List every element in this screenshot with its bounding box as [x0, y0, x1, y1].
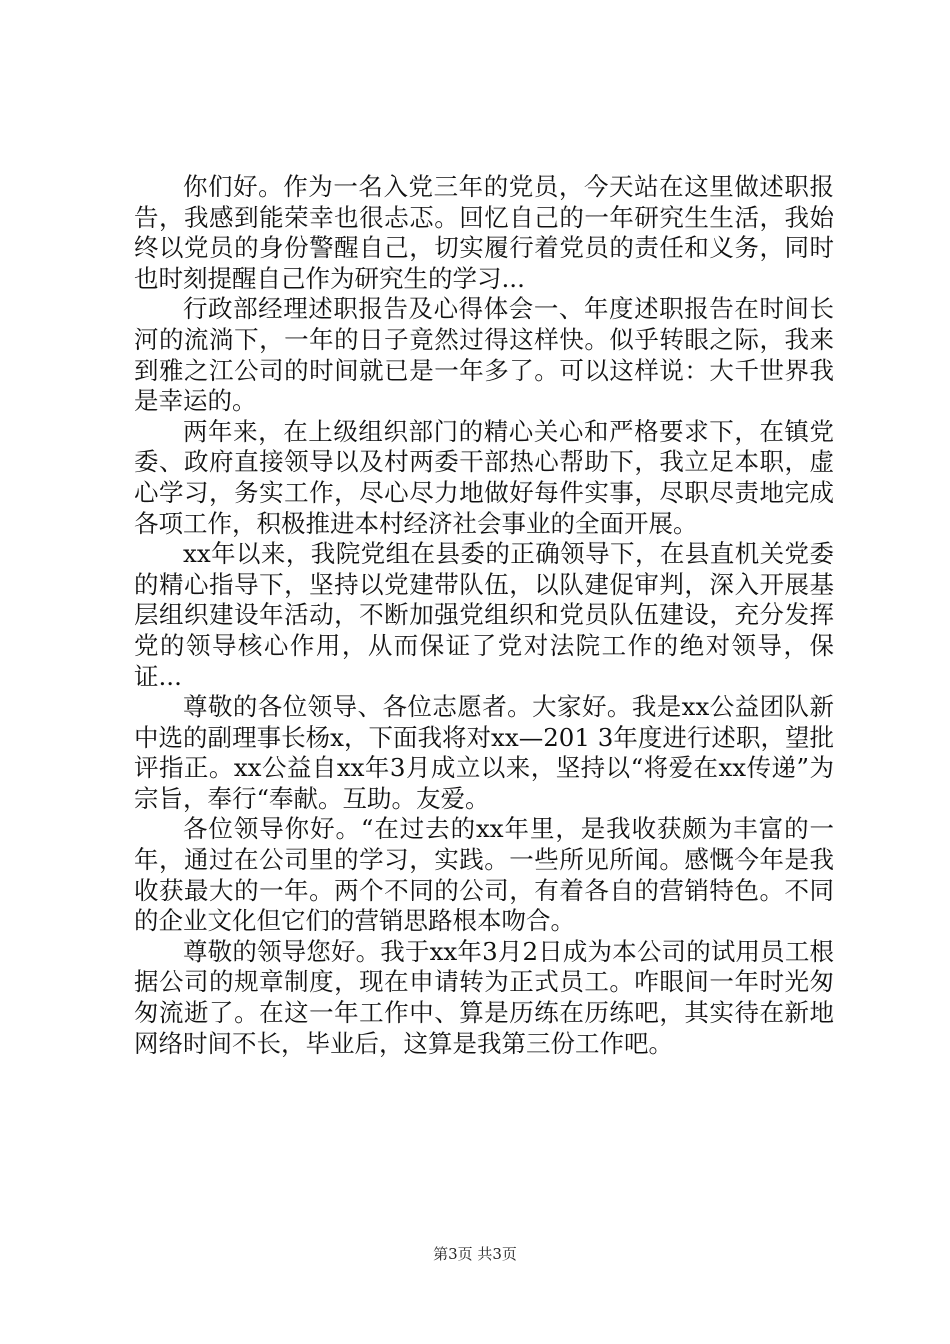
- paragraph-3: 两年来，在上级组织部门的精心关心和严格要求下，在镇党委、政府直接领导以及村两委干部热心帮助下，我立足本职，虚心学习，务实工作，尽心尽力地做好每件实事，尽职尽责地完成各项工作，积极推进本村经济社会事业的全面开展。: [134, 416, 834, 538]
- paragraph-6: 各位领导你好。“在过去的xx年里，是我收获颇为丰富的一年，通过在公司里的学习，实践。一些所见所闻。感慨今年是我收获最大的一年。两个不同的公司，有着各自的营销特色。不同的企业文化但它们的营销思路根本吻合。: [134, 814, 834, 936]
- paragraph-5: 尊敬的各位领导、各位志愿者。大家好。我是xx公益团队新中选的副理事长杨x，下面我将对xx—201 3年度进行述职，望批评指正。xx公益自xx年3月成立以来，坚持以“将爱在xx传递”为宗旨，奉行“奉献。互助。友爱。: [134, 692, 834, 813]
- document-body: [134, 172, 834, 1059]
- paragraph-7: 尊敬的领导您好。我于xx年3月2日成为本公司的试用员工根据公司的规章制度，现在申请转为正式员工。咋眼间一年时光匆匆流逝了。在这一年工作中、算是历练在历练吧，其实待在新地网络时间不长，毕业后，这算是我第三份工作吧。: [134, 936, 834, 1058]
- paragraph-4: xx年以来，我院党组在县委的正确领导下，在县直机关党委的精心指导下，坚持以党建带队伍，以队建促审判，深入开展基层组织建设年活动，不断加强党组织和党员队伍建设，充分发挥党的领导核心作用，从而保证了党对法院工作的绝对领导，保证...: [134, 539, 834, 691]
- paragraph-1: 你们好。作为一名入党三年的党员，今天站在这里做述职报告，我感到能荣幸也很忐忑。回忆自己的一年研究生生活，我始终以党员的身份警醒自己，切实履行着党员的责任和义务，同时也时刻提醒自己作为研究生的学习...: [134, 172, 834, 293]
- paragraph-2: 行政部经理述职报告及心得体会一、年度述职报告在时间长河的流淌下，一年的日子竟然过得这样快。似乎转眼之际，我来到雅之江公司的时间就已是一年多了。可以这样说：大千世界我是幸运的。: [134, 294, 834, 416]
- page-number-footer: 第3页 共3页: [433, 1245, 517, 1263]
